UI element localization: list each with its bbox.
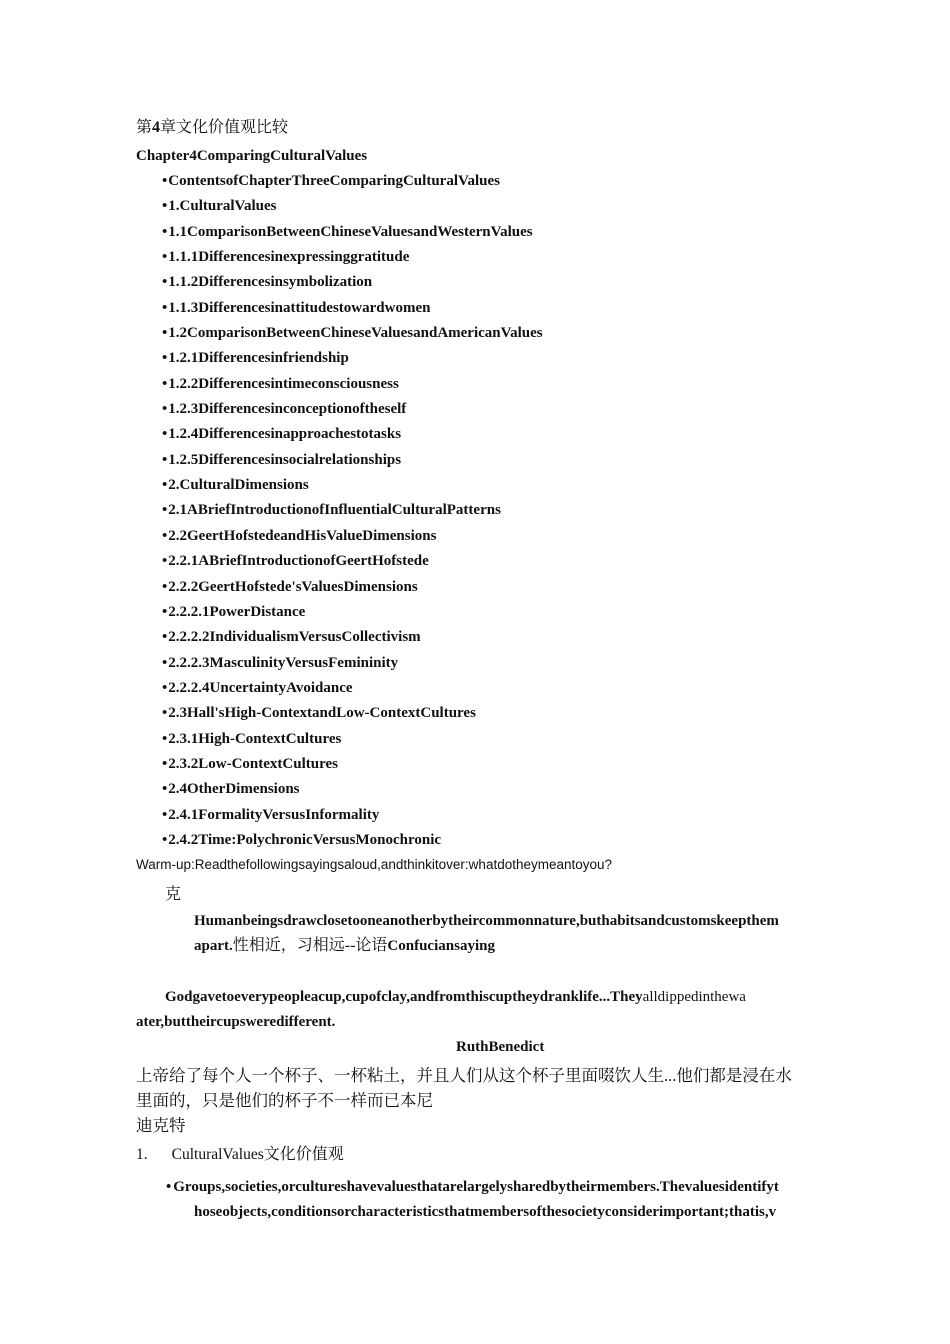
- bullet-dot: •: [162, 350, 168, 367]
- bullet-dot: •: [162, 705, 168, 722]
- section1-heading: [136, 1145, 344, 1165]
- saying2-line1: [165, 987, 746, 1007]
- title-number: 4: [152, 119, 161, 136]
- toc-item-text: 2.4.2Time:PolychronicVersusMonochronic: [168, 831, 442, 848]
- toc-item: [162, 627, 543, 652]
- bullet-dot: •: [162, 679, 168, 696]
- toc-item: [162, 298, 543, 323]
- saying2-line2: ater,buttheircupsweredifferent.: [136, 1014, 336, 1030]
- bullet-dot: •: [162, 401, 168, 418]
- toc-item-text: 2.2.2.4UncertaintyAvoidance: [168, 679, 353, 696]
- toc-item: [162, 450, 543, 475]
- bullet-dot: •: [162, 274, 168, 291]
- bullet-dot: •: [166, 1179, 172, 1195]
- toc-item-text: 2.3.1High-ContextCultures: [168, 730, 342, 747]
- bullet-dot: •: [162, 451, 168, 468]
- toc-item-text: 1.2.1Differencesinfriendship: [168, 350, 349, 367]
- bullet-dot: •: [162, 553, 168, 570]
- section1-title-cn: 文化价值观: [263, 1146, 344, 1163]
- toc-item: [162, 374, 543, 399]
- toc-item: [162, 779, 543, 804]
- bullet-dot: •: [162, 629, 168, 646]
- warm-up-instruction: Warm-up:Readthefollowingsayingsaloud,andthinkitover:whatdotheymeantoyou?: [136, 857, 613, 872]
- bullet-dot: •: [162, 173, 168, 189]
- toc-item-text: 1.1.1Differencesinexpressinggratitude: [168, 249, 410, 266]
- toc-item-text: 2.2GeertHofstedeandHisValueDimensions: [168, 527, 437, 544]
- toc-item-text: 2.2.2GeertHofstede'sValuesDimensions: [168, 578, 418, 595]
- bullet-dot: •: [162, 730, 168, 747]
- toc-item-text: 2.4.1FormalityVersusInformality: [168, 806, 380, 823]
- toc-item-text: 2.2.2.2IndividualismVersusCollectivism: [168, 629, 421, 646]
- toc-item-text: 2.3Hall'sHigh-ContextandLow-ContextCultures: [168, 705, 476, 722]
- english-chapter-title: Chapter4ComparingCulturalValues: [136, 148, 368, 164]
- bullet-dot: •: [162, 831, 168, 848]
- table-of-contents: [162, 171, 543, 855]
- bullet-dot: •: [162, 603, 168, 620]
- toc-item-text: 1.2.5Differencesinsocialrelationships: [168, 451, 402, 468]
- toc-item: [162, 424, 543, 449]
- bullet-dot: •: [162, 502, 168, 519]
- saying1-chinese: 性相近，习相远--论语: [232, 937, 388, 954]
- toc-item: [162, 653, 543, 678]
- toc-item-text: 2.2.2.1PowerDistance: [168, 603, 306, 620]
- bullet-dot: •: [162, 198, 168, 215]
- bullet-dot: •: [162, 223, 168, 240]
- saying2-line1-a: Godgavetoeverypeopleacup,cupofclay,andfromthiscuptheydranklife...They: [165, 989, 643, 1005]
- bullet-dot: •: [162, 325, 168, 342]
- toc-item: [162, 805, 543, 830]
- toc-item: [162, 703, 543, 728]
- toc-item: [162, 272, 543, 297]
- toc-item: [162, 577, 543, 602]
- toc-item: [162, 551, 543, 576]
- toc-item: [162, 348, 543, 373]
- chinese-chapter-title: [136, 118, 288, 138]
- section1-body-text1: Groups,societies,orcultureshavevaluesthatarelargelysharedbytheirmembers.Thevaluesidentifyt: [173, 1179, 779, 1195]
- saying1-apart: apart.: [194, 938, 233, 954]
- title-rest: 章文化价值观比较: [160, 119, 289, 136]
- toc-item: [162, 754, 543, 779]
- toc-item-text: 1.CulturalValues: [168, 198, 277, 215]
- bullet-dot: •: [162, 477, 168, 494]
- toc-item: [162, 323, 543, 348]
- bullet-dot: •: [162, 806, 168, 823]
- bullet-dot: •: [162, 781, 168, 798]
- translation-line1: 上帝给了每个人一个杯子、一杯粘土，并且人们从这个杯子里面啜饮人生...他们都是浸在水: [136, 1066, 792, 1085]
- title-prefix: 第: [136, 119, 153, 136]
- toc-item-text: ContentsofChapterThreeComparingCulturalValues: [168, 173, 500, 189]
- bullet-dot: •: [162, 299, 168, 316]
- toc-item-text: 2.3.2Low-ContextCultures: [168, 755, 338, 772]
- toc-item: [162, 222, 543, 247]
- toc-item-text: 2.4OtherDimensions: [168, 781, 300, 798]
- bullet-dot: •: [162, 249, 168, 266]
- section1-title-en: CulturalValues: [171, 1146, 264, 1163]
- section1-body-line2: hoseobjects,conditionsorcharacteristicsthatmembersofthesocietyconsiderimportant;thatis,v: [194, 1204, 777, 1220]
- bullet-dot: •: [162, 654, 168, 671]
- toc-item: [162, 729, 543, 754]
- toc-item-text: 2.2.1ABriefIntroductionofGeertHofstede: [168, 553, 429, 570]
- saying1-attribution: Confuciansaying: [387, 938, 495, 954]
- saying2-line1-b: alldippedinthewa: [642, 989, 746, 1005]
- saying1-line1: Humanbeingsdrawclosetooneanotherbytheircommonnature,buthabitsandcustomskeepthem: [194, 913, 779, 929]
- section1-number: 1.: [136, 1146, 148, 1163]
- toc-item-text: 1.1.3Differencesinattitudestowardwomen: [168, 299, 431, 316]
- stray-character: 克: [165, 886, 182, 903]
- toc-item: [162, 475, 543, 500]
- toc-item: [162, 500, 543, 525]
- toc-item: [162, 678, 543, 703]
- toc-item-text: 1.1ComparisonBetweenChineseValuesandWesternValues: [168, 223, 533, 240]
- toc-item-text: 1.2.4Differencesinapproachestotasks: [168, 426, 402, 443]
- toc-item: [162, 196, 543, 221]
- toc-item: [162, 526, 543, 551]
- toc-item-text: 2.CulturalDimensions: [168, 477, 309, 494]
- toc-item: [162, 399, 543, 424]
- toc-item-text: 1.2ComparisonBetweenChineseValuesandAmericanValues: [168, 325, 543, 342]
- toc-item-text: 2.2.2.3MasculinityVersusFemininity: [168, 654, 399, 671]
- toc-item: [162, 830, 543, 855]
- translation-line3: 迪克特: [136, 1116, 186, 1135]
- section1-body-line1: [166, 1177, 779, 1197]
- bullet-dot: •: [162, 375, 168, 392]
- toc-item: [162, 602, 543, 627]
- bullet-dot: •: [162, 578, 168, 595]
- toc-item-text: 1.2.2Differencesintimeconsciousness: [168, 375, 399, 392]
- bullet-dot: •: [162, 527, 168, 544]
- toc-item-text: 2.1ABriefIntroductionofInfluentialCulturalPatterns: [168, 502, 501, 519]
- translation-line2: 里面的，只是他们的杯子不一样而已本尼: [136, 1091, 433, 1110]
- bullet-dot: •: [162, 426, 168, 443]
- saying1-line2: [194, 936, 495, 956]
- toc-item: [162, 247, 543, 272]
- bullet-dot: •: [162, 755, 168, 772]
- toc-item-text: 1.2.3Differencesinconceptionoftheself: [168, 401, 407, 418]
- toc-item-text: 1.1.2Differencesinsymbolization: [168, 274, 373, 291]
- saying2-author: RuthBenedict: [456, 1039, 545, 1055]
- toc-item: [162, 171, 543, 196]
